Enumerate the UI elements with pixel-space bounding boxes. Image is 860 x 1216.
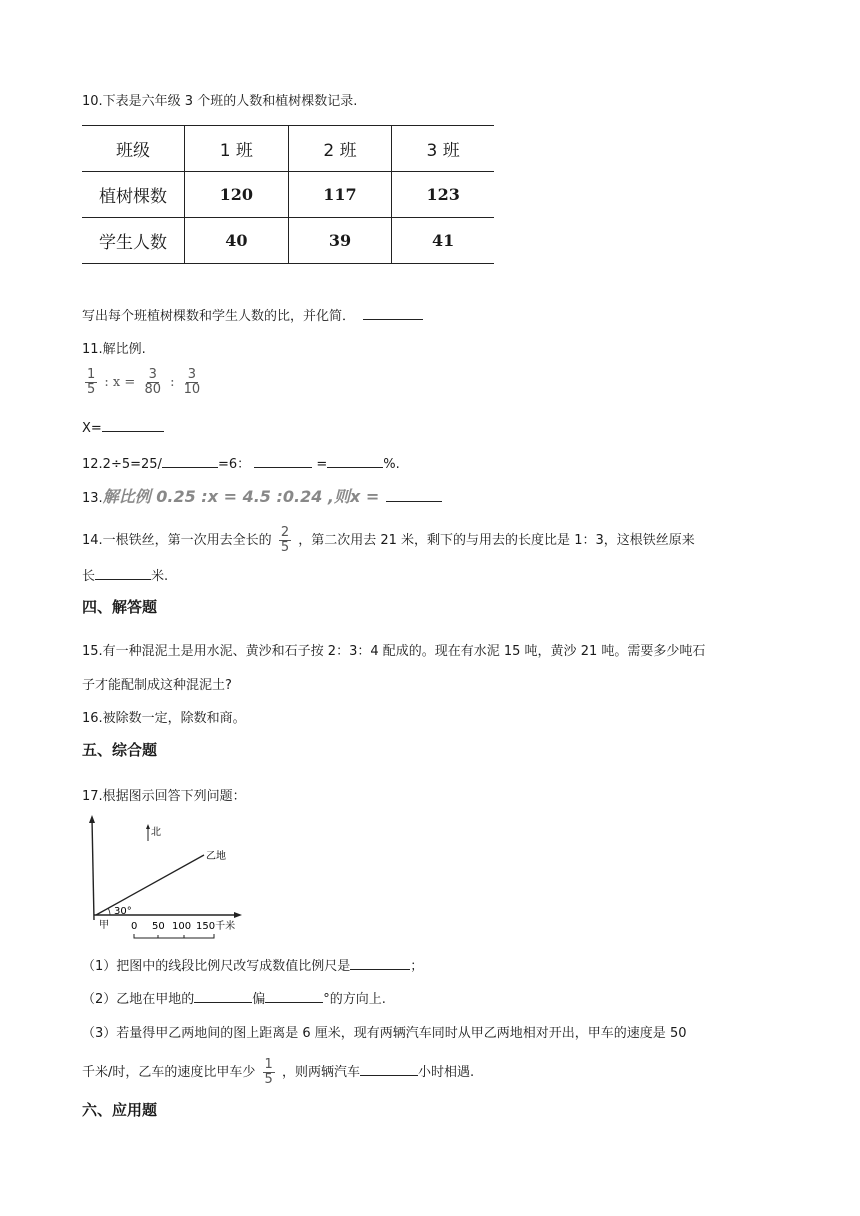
jia-label: 甲 [99,920,109,931]
table-cell: 学生人数 [82,218,185,264]
jia-yi-line [96,855,204,915]
table-header-cell: 1 班 [185,126,289,172]
scale-label-150: 150千米 [196,921,236,932]
table-row [82,126,494,172]
table-cell: 41 [392,218,494,264]
question-13: 13.解比例 0.25 :x = 4.5 :0.24 ,则x = [82,484,442,507]
east-arrow-icon [234,912,242,918]
table-row [82,172,494,218]
scale-bar [134,934,214,938]
yi-label: 乙地 [206,851,226,862]
answer-blank[interactable] [95,578,151,580]
fraction: $\frac{3}{10}$ [183,367,201,397]
scale-label-50: 50 [152,921,165,932]
answer-blank[interactable] [254,466,312,468]
answer-blank[interactable] [162,466,218,468]
question-17-3-line1: （3）若量得甲乙两地间的图上距离是 6 厘米，现有两辆汽车同时从甲乙两地相对开出，甲车的速度是 50 [82,1026,687,1041]
angle-label: 30° [114,906,132,917]
fraction: $\frac{1}{5}$ [87,367,96,397]
answer-blank[interactable] [194,1001,252,1003]
table-cell: 植树棵数 [82,172,185,218]
fraction: $\frac{1}{5}$ [264,1057,273,1087]
question-17-3-line2: 千米/时，乙车的速度比甲车少 $\frac{1}{5}$ ，则两辆汽车 小时相遇. [82,1057,475,1087]
table-row [82,218,494,264]
north-arrow-icon [89,815,95,823]
direction-diagram [86,815,256,945]
answer-blank[interactable] [327,466,383,468]
question-17-2: （2）乙地在甲地的 偏 °的方向上. [82,992,386,1007]
question-14-line1: 14.一根铁丝，第一次用去全长的 $\frac{2}{5}$ ，第二次用去 21 米，剩下的与用去的长度比是 1：3，这根铁丝原来 [82,525,695,555]
question-10-text: 10.下表是六年级 3 个班的人数和植树棵数记录. [82,94,358,109]
table-header-cell: 3 班 [392,126,494,172]
north-marker-icon [146,824,150,829]
question-10-prompt [82,305,423,324]
question-11-answer: X= [82,421,164,436]
question-17-text: 17.根据图示回答下列问题： [82,789,246,804]
table-cell: 39 [288,218,392,264]
angle-arc [108,908,110,915]
north-label: 北 [151,827,161,838]
scale-label-100: 100 [172,921,192,932]
scale-label-0: 0 [131,921,138,932]
answer-blank[interactable] [350,968,410,970]
proportion-equation: $\frac{1}{5}$ : x = $\frac{3}{80}$ : $\frac{3}{10}$ [87,367,201,397]
section-5-heading: 五、综合题 [82,741,158,759]
section-4-heading: 四、解答题 [82,598,158,616]
section-6-heading: 六、应用题 [82,1101,158,1119]
question-15-line2: 子才能配制成这种混泥土? [82,678,232,693]
table-cell: 117 [288,172,392,218]
answer-blank[interactable] [102,430,164,432]
answer-blank[interactable] [360,1074,418,1076]
answer-blank[interactable] [363,318,423,320]
north-axis-line [92,819,94,920]
table-header-cell: 班级 [82,126,185,172]
question-16: 16.被除数一定，除数和商。 [82,711,246,726]
fraction: $\frac{3}{80}$ [144,367,161,397]
question-11-text: 11.解比例. [82,342,146,357]
class-record-table [82,125,494,264]
answer-blank[interactable] [386,500,442,502]
question-17-1: （1）把图中的线段比例尺改写成数值比例尺是 ； [82,959,424,974]
proportion-expression: 解比例 0.25 :x = 4.5 :0.24 ,则x = [102,487,380,506]
table-cell: 120 [185,172,289,218]
prompt-text: 写出每个班植树棵数和学生人数的比，并化简． [82,309,356,324]
answer-blank[interactable] [265,1001,323,1003]
table-cell: 40 [185,218,289,264]
fraction: $\frac{2}{5}$ [280,525,290,555]
table-header-cell: 2 班 [288,126,392,172]
question-14-line2: 长 米. [82,569,169,584]
table-cell: 123 [392,172,494,218]
question-12: 12.2÷5=25/ =6： = %. [82,457,400,472]
question-15-line1: 15.有一种混泥土是用水泥、黄沙和石子按 2：3：4 配成的。现在有水泥 15 吨，黄沙 21 吨。需要多少吨石 [82,644,706,659]
